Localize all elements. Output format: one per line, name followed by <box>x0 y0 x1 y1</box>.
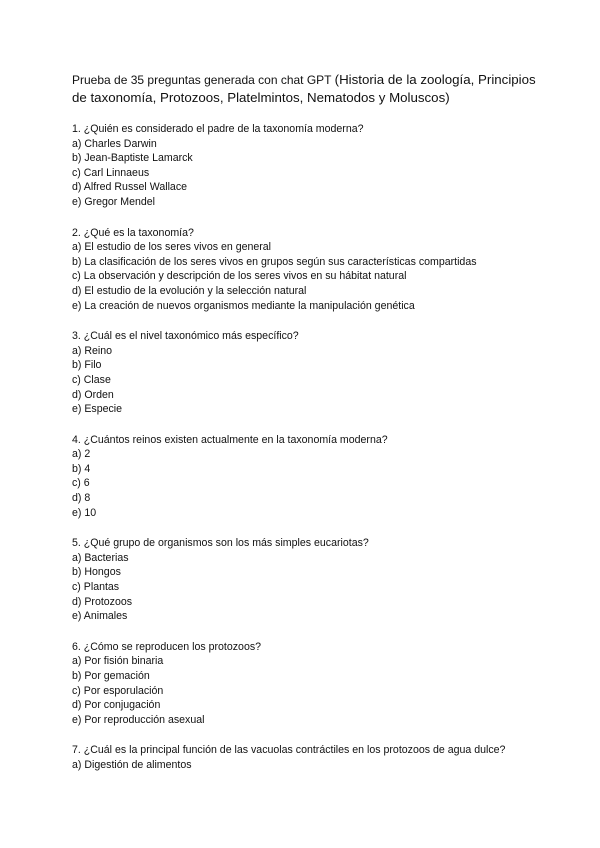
question-1-text: 1. ¿Quién es considerado el padre de la taxonomía moderna? <box>72 123 364 135</box>
question-1-option-e: e) Gregor Mendel <box>72 195 156 208</box>
question-7-text: 7. ¿Cuál es la principal función de las vacuolas contráctiles en los protozoos de agua dulce? <box>72 744 506 757</box>
question-3-option-b: b) Filo <box>72 359 102 372</box>
question-4 <box>72 433 542 521</box>
question-5-option-d: d) Protozoos <box>72 595 133 608</box>
question-4-option-c: c) 6 <box>72 477 90 490</box>
question-6-option-e: e) Por reproducción asexual <box>72 713 205 726</box>
question-2 <box>72 226 542 314</box>
question-1-option-a: a) Charles Darwin <box>72 137 157 150</box>
question-2-option-b: b) La clasificación de los seres vivos en grupos según sus características compartidas <box>72 255 477 268</box>
question-5-option-b: b) Hongos <box>72 566 121 579</box>
question-2-option-d: d) El estudio de la evolución y la selección natural <box>72 284 307 297</box>
question-4-option-e: e) 10 <box>72 506 97 519</box>
question-6-text: 6. ¿Cómo se reproducen los protozoos? <box>72 640 262 653</box>
question-6-option-d: d) Por conjugación <box>72 699 161 712</box>
document-content <box>72 71 542 773</box>
question-4-text: 4. ¿Cuántos reinos existen actualmente en la taxonomía moderna? <box>72 433 388 446</box>
title-part-2: (Historia de la zoología, Principios de taxonomía, Protozoos, Platelmintos, Nematodos y Moluscos) <box>72 72 536 105</box>
document-title <box>72 71 542 107</box>
question-6-option-b: b) Por gemación <box>72 670 150 682</box>
question-5-option-a: a) Bacterias <box>72 551 129 564</box>
question-6-option-a: a) Por fisión binaria <box>72 655 164 668</box>
question-5-option-e: e) Animales <box>72 610 128 623</box>
question-7-option-a: a) Digestión de alimentos <box>72 758 192 771</box>
question-3-text: 3. ¿Cuál es el nivel taxonómico más específico? <box>72 330 299 343</box>
question-2-option-e: e) La creación de nuevos organismos mediante la manipulación genética <box>72 299 415 312</box>
question-3-option-c: c) Clase <box>72 373 111 386</box>
question-2-text: 2. ¿Qué es la taxonomía? <box>72 226 194 239</box>
question-1-option-b: b) Jean-Baptiste Lamarck <box>72 152 193 165</box>
question-6-option-c: c) Por esporulación <box>72 684 164 697</box>
question-4-option-d: d) 8 <box>72 492 91 505</box>
title-part-1: Prueba de 35 preguntas generada con chat GPT <box>72 73 332 87</box>
question-6 <box>72 640 542 728</box>
question-2-option-a: a) El estudio de los seres vivos en general <box>72 241 272 254</box>
question-4-option-a: a) 2 <box>72 448 91 461</box>
question-1 <box>72 122 542 210</box>
question-3 <box>72 329 542 417</box>
question-1-option-d: d) Alfred Russel Wallace <box>72 181 188 194</box>
question-5-option-c: c) Plantas <box>72 581 120 594</box>
question-7 <box>72 743 542 772</box>
question-5-text: 5. ¿Qué grupo de organismos son los más simples eucariotas? <box>72 537 369 550</box>
question-5 <box>72 536 542 624</box>
question-4-option-b: b) 4 <box>72 462 91 475</box>
question-2-option-c: c) La observación y descripción de los seres vivos en su hábitat natural <box>72 270 407 283</box>
question-3-option-e: e) Especie <box>72 403 123 416</box>
question-3-option-d: d) Orden <box>72 388 114 401</box>
question-1-option-c: c) Carl Linnaeus <box>72 166 150 179</box>
question-3-option-a: a) Reino <box>72 344 113 357</box>
